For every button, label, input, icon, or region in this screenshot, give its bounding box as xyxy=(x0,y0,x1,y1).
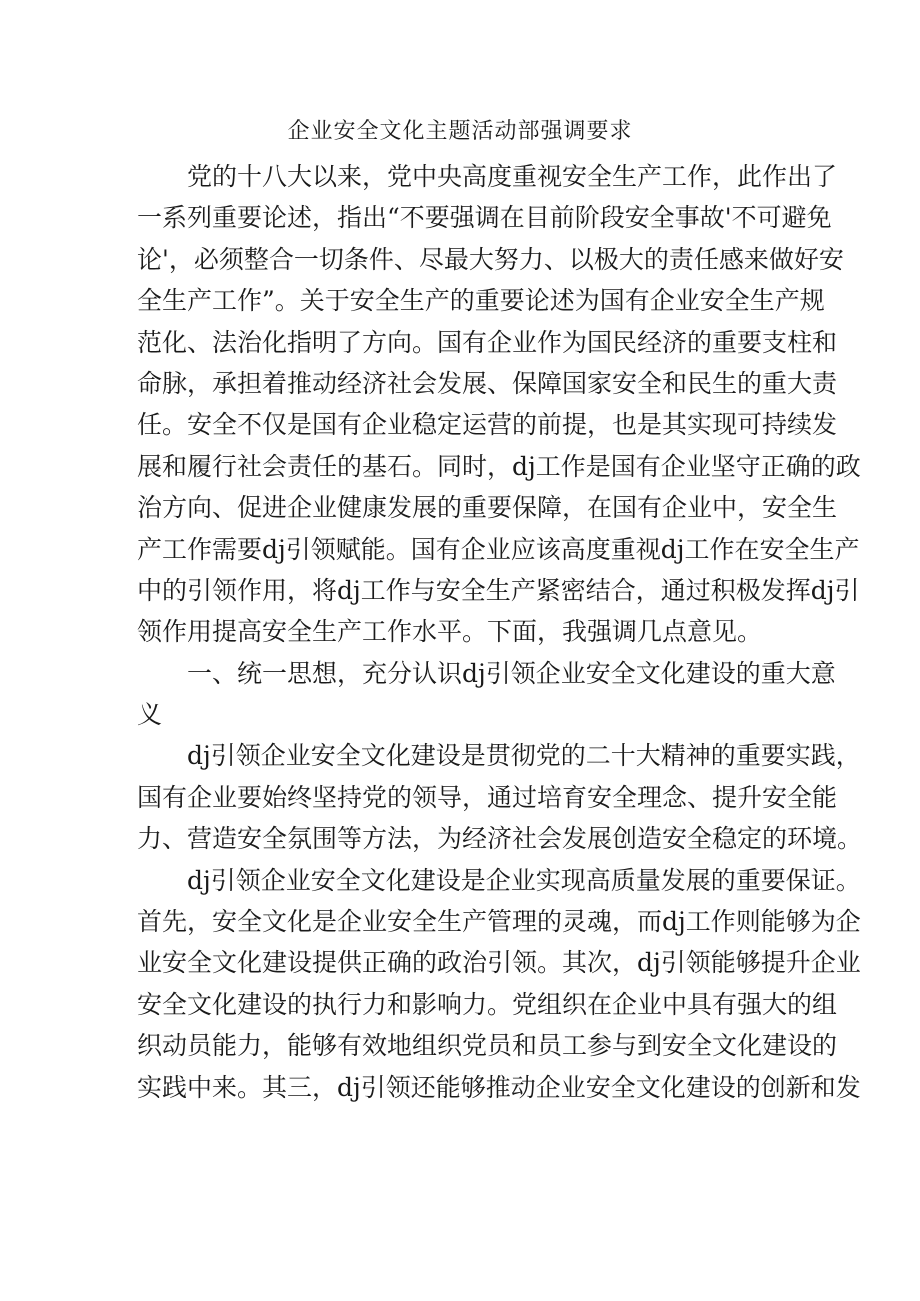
text-line: 一系列重要论述，指出“不要强调在目前阶段安全事故'不可避免 xyxy=(137,203,832,233)
text-line: 领作用提高安全生产工作水平。下面，我强调几点意见。 xyxy=(137,617,763,647)
text-line: 中的引领作用，将dj工作与安全生产紧密结合，通过积极发挥dj引 xyxy=(137,575,860,605)
text-line: 产工作需要dj引领赋能。国有企业应该高度重视dj工作在安全生产 xyxy=(137,534,860,564)
text-line: 治方向、促进企业健康发展的重要保障，在国有企业中，安全生 xyxy=(137,493,838,523)
text-line: 命脉，承担着推动经济社会发展、保障国家安全和民生的重大责 xyxy=(137,368,838,398)
text-line: 展和履行社会责任的基石。同时，dj工作是国有企业坚守正确的政 xyxy=(137,451,861,481)
document-body xyxy=(137,156,863,1108)
text-line: 全生产工作”。关于安全生产的重要论述为国有企业安全生产规 xyxy=(137,286,825,316)
text-line: 论'，必须整合一切条件、尽最大努力、以极大的责任感来做好安 xyxy=(137,244,844,274)
document-title: 企业安全文化主题活动部强调要求 xyxy=(287,119,633,144)
text-line: dj引领企业安全文化建设是企业实现高质量发展的重要保证。 xyxy=(187,865,861,895)
text-line: 任。安全不仅是国有企业稳定运营的前提，也是其实现可持续发 xyxy=(137,410,838,440)
text-line: 力、营造安全氛围等方法，为经济社会发展创造安全稳定的环境。 xyxy=(137,824,863,854)
text-line: 国有企业要始终坚持党的领导，通过培育安全理念、提升安全能 xyxy=(137,782,838,812)
text-line: 安全文化建设的执行力和影响力。党组织在企业中具有强大的组 xyxy=(137,989,838,1019)
text-line: 织动员能力，能够有效地组织党员和员工参与到安全文化建设的 xyxy=(137,1031,838,1061)
text-line: 范化、法治化指明了方向。国有企业作为国民经济的重要支柱和 xyxy=(137,327,838,357)
text-line: 业安全文化建设提供正确的政治引领。其次，dj引领能够提升企业 xyxy=(137,948,861,978)
text-line: 一、统一思想，充分认识dj引领企业安全文化建设的重大意 xyxy=(187,658,836,688)
text-line: 党的十八大以来，党中央高度重视安全生产工作，此作出了 xyxy=(187,162,838,191)
text-line: dj引领企业安全文化建设是贯彻党的二十大精神的重要实践， xyxy=(187,741,861,771)
text-line: 首先，安全文化是企业安全生产管理的灵魂，而dj工作则能够为企 xyxy=(137,907,861,937)
text-line: 实践中来。其三，dj引领还能够推动企业安全文化建设的创新和发 xyxy=(137,1072,861,1102)
text-line: 义 xyxy=(137,700,163,730)
